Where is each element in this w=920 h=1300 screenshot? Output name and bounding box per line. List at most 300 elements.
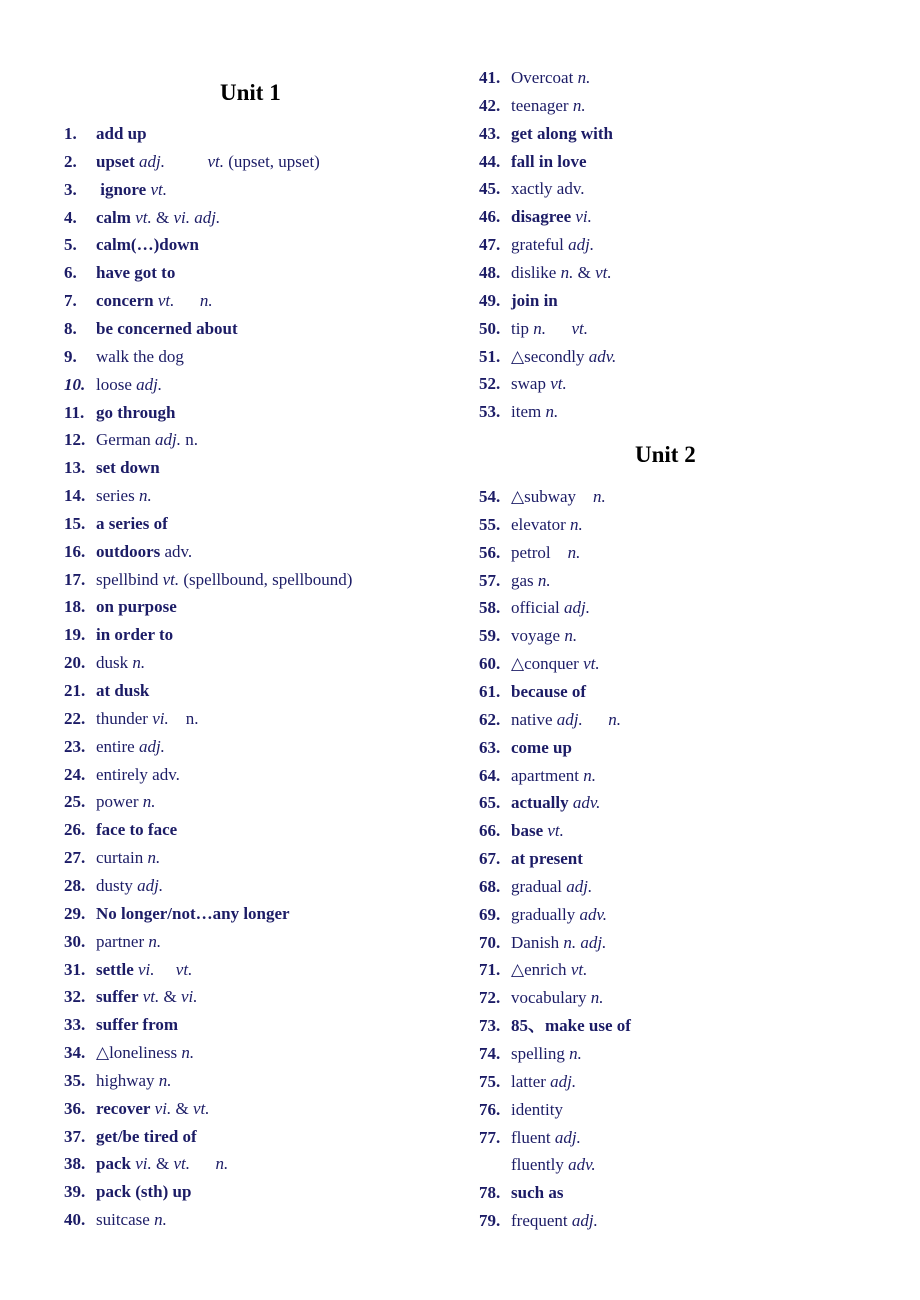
entry-number: 15. <box>64 513 86 533</box>
entry-text <box>96 1015 178 1035</box>
entry-text <box>511 1044 582 1064</box>
entry-number: 4. <box>64 207 77 227</box>
entry-number: 44. <box>479 151 501 171</box>
entry-text-part: spelling <box>511 1044 565 1063</box>
entry-text-part: petrol <box>511 542 551 562</box>
entry-text-part: elevator <box>511 514 566 534</box>
entry-text-part: adv. <box>160 541 193 561</box>
entry-text-part: vt. <box>138 987 160 1007</box>
entry-number: 62. <box>479 709 501 729</box>
entry-text-part: gas <box>511 570 534 590</box>
entry-text-part: vt. <box>545 374 567 394</box>
entry-number: 55. <box>479 514 501 534</box>
entry-number: 29. <box>64 903 86 923</box>
entry-number: 60. <box>479 654 501 674</box>
entry-text-part: settle <box>96 959 134 979</box>
entry-text <box>511 933 606 953</box>
entry-text-part: power <box>96 792 139 812</box>
entry-text-part: identity <box>511 1099 563 1119</box>
entry-text-part: vt. <box>173 1154 191 1174</box>
entry-number: 78. <box>479 1183 501 1203</box>
entry-text-part: adj. <box>545 1071 577 1091</box>
entry-text-part: actually <box>511 793 569 813</box>
entry-text <box>511 710 621 730</box>
entry-text-part: & <box>151 1154 174 1174</box>
entry-number: 43. <box>479 123 501 143</box>
entry-text-part: vocabulary <box>511 988 587 1008</box>
entry-text <box>511 543 580 563</box>
entry-number: 57. <box>479 570 501 590</box>
entry-text-part: n. <box>578 765 596 785</box>
entry-text-part: n. <box>568 95 586 115</box>
entry-text <box>511 1211 598 1231</box>
entry-text-part: & <box>159 987 181 1007</box>
entry-number: 40. <box>64 1210 86 1230</box>
entry-number: 74. <box>479 1044 501 1063</box>
entry-text-part: ignore <box>96 179 147 199</box>
entry-text <box>96 1071 172 1091</box>
entry-text-part: recover <box>96 1098 151 1118</box>
entry-number: 71. <box>479 960 501 980</box>
entry-text <box>96 876 163 896</box>
entry-number: 30. <box>64 931 86 951</box>
entry-text-part: dislike <box>511 262 557 282</box>
entry-text <box>96 737 165 757</box>
entry-text-part: vt. <box>192 1098 210 1118</box>
entry-text <box>511 821 564 841</box>
entry-number: 66. <box>479 821 501 841</box>
entry-text-part: suitcase <box>96 1210 150 1230</box>
entry-number: 18. <box>64 597 86 617</box>
entry-text-part: n. <box>138 792 156 812</box>
entry-text-part: vt. <box>130 207 152 227</box>
entry-text-part: join in <box>511 290 558 310</box>
entry-number: 41. <box>479 68 501 87</box>
entry-text-part: n. <box>550 542 581 562</box>
entry-text <box>96 1127 197 1147</box>
entry-text-part: n. adj. <box>559 932 607 952</box>
entry-text-part: thunder <box>96 708 148 728</box>
entry-number: 79. <box>479 1211 501 1231</box>
entry-text <box>96 263 175 283</box>
entry-text-part: adj. <box>559 598 591 618</box>
entry-text-part: walk the dog <box>96 346 184 366</box>
entry-text-part: official <box>511 598 560 618</box>
entry-text-part: △secondly <box>511 346 585 366</box>
entry-number: 38. <box>64 1154 86 1174</box>
entry-text-part: vt. <box>164 151 224 171</box>
entry-number: 14. <box>64 486 86 506</box>
entry-text-part: calm <box>96 207 131 227</box>
entry-text-part: base <box>511 821 544 841</box>
entry-text <box>511 1072 576 1092</box>
entry-text-part: partner <box>96 931 145 951</box>
entry-text-part: fall in love <box>511 151 587 171</box>
entry-text <box>511 793 600 813</box>
entry-text <box>511 654 600 674</box>
entry-text-part: suffer from <box>96 1015 178 1035</box>
entry-text <box>96 1099 209 1119</box>
entry-text-part: vt. <box>595 262 612 282</box>
entry-text <box>511 1183 563 1203</box>
entry-text-part: n. <box>576 487 606 506</box>
entry-number: 1. <box>64 124 77 143</box>
entry-text <box>96 960 192 980</box>
entry-text-part: & <box>573 262 596 282</box>
entry-text <box>96 152 320 172</box>
entry-number: 33. <box>64 1015 86 1035</box>
entry-number: 58. <box>479 598 501 618</box>
entry-text-part: n. <box>560 626 578 646</box>
entry-number: 6. <box>64 263 77 283</box>
entry-number: 7. <box>64 291 77 311</box>
entry-text <box>511 766 596 786</box>
entry-number: 26. <box>64 820 86 840</box>
entry-text <box>96 180 167 200</box>
entry-number: 34. <box>64 1043 86 1063</box>
entry-text-part: n. <box>154 1070 172 1090</box>
entry-text-part: fluent <box>511 1127 551 1147</box>
entry-text-part: loose <box>96 374 132 394</box>
entry-text <box>511 152 587 172</box>
entry-text-part: n. <box>528 318 546 338</box>
entry-text-part: vt. <box>153 291 175 311</box>
entry-text <box>96 570 352 590</box>
entry-number: 9. <box>64 346 77 366</box>
entry-text-part: vt. <box>545 318 588 338</box>
entry-number: 11. <box>64 402 85 422</box>
entry-text-part: apartment <box>511 765 579 785</box>
entry-number: 39. <box>64 1182 86 1202</box>
entry-text <box>511 571 551 591</box>
entry-text <box>96 820 177 840</box>
entry-text <box>511 626 577 646</box>
entry-text <box>96 709 198 729</box>
entry-text-part: outdoors <box>96 541 161 561</box>
entry-text-part: in order to <box>96 625 174 645</box>
entry-text-part: vt. <box>578 654 600 674</box>
entry-number: 37. <box>64 1126 86 1146</box>
entry-text-part: gradually <box>511 904 576 924</box>
entry-text <box>96 458 160 478</box>
entry-text-part: vi. <box>181 987 198 1007</box>
entry-text-part: a series of <box>96 513 168 533</box>
entry-number: 68. <box>479 876 501 896</box>
unit-1-heading: Unit 1 <box>220 80 281 105</box>
entry-text <box>96 291 213 311</box>
entry-number: 36. <box>64 1098 86 1118</box>
entry-text-part: native <box>511 709 553 729</box>
entry-text-part: concern <box>96 291 154 311</box>
entry-text-part: vi. adj. <box>173 207 221 227</box>
entry-number: 19. <box>64 625 86 645</box>
entry-text-part: △enrich <box>511 960 567 980</box>
entry-text-part: n. <box>533 570 551 590</box>
entry-number: 16. <box>64 541 86 561</box>
entry-text-part: vt. <box>543 821 564 841</box>
entry-text-part: have got to <box>96 263 176 283</box>
entry-text <box>96 625 173 645</box>
entry-number: 72. <box>479 988 501 1008</box>
entry-text-part: xactly adv. <box>511 179 585 199</box>
entry-number: 70. <box>479 932 501 952</box>
entry-text <box>96 653 145 673</box>
entry-text-part: (upset, upset) <box>224 151 320 171</box>
entry-text <box>96 486 152 506</box>
entry-text-part: at present <box>511 849 583 869</box>
entry-number: 61. <box>479 681 501 701</box>
entry-text-part: grateful <box>511 235 564 255</box>
entry-text-part: adv. <box>568 793 601 813</box>
entry-text-part: curtain <box>96 848 144 868</box>
entry-text-part: adv. <box>584 346 617 366</box>
entry-text-part: & <box>171 1098 193 1118</box>
entry-text-part: teenager <box>511 95 569 115</box>
entry-text-part: n. <box>564 1044 582 1063</box>
entry-number: 8. <box>64 318 77 338</box>
entry-number: 13. <box>64 458 86 478</box>
entry-number: 2. <box>64 151 77 171</box>
entry-number: 53. <box>479 402 501 422</box>
entry-text <box>511 1155 596 1175</box>
entry-text-part: tip <box>511 318 529 338</box>
entry-text-part: adj. <box>134 736 165 756</box>
entry-text <box>96 375 162 395</box>
entry-text-part: spellbind <box>96 569 159 589</box>
entry-text <box>511 877 592 897</box>
entry-text <box>511 487 606 507</box>
entry-text <box>511 402 558 422</box>
entry-text <box>511 960 587 980</box>
entry-text <box>511 68 590 88</box>
entry-number: 46. <box>479 207 501 227</box>
entry-text <box>96 1043 194 1063</box>
entry-text <box>96 1210 167 1230</box>
entry-number: 65. <box>479 793 501 813</box>
entry-number: 63. <box>479 737 501 757</box>
entry-number: 47. <box>479 235 501 255</box>
entry-text <box>96 597 177 617</box>
entry-text <box>96 235 199 255</box>
entry-text-part: entirely adv. <box>96 764 180 784</box>
entry-number: 59. <box>479 626 501 646</box>
entry-text <box>96 347 184 367</box>
entry-text-part: n. <box>573 68 591 87</box>
entry-text-part: voyage <box>511 626 561 646</box>
entry-text-part: vt. <box>146 179 167 199</box>
entry-text <box>511 738 572 758</box>
entry-number: 52. <box>479 374 501 394</box>
entry-text-part: at dusk <box>96 681 150 700</box>
entry-number: 50. <box>479 318 501 338</box>
entry-text <box>96 792 155 812</box>
entry-text-part: No longer/not…any longer <box>96 903 290 923</box>
entry-number: 67. <box>479 849 501 869</box>
entry-number: 35. <box>64 1070 86 1090</box>
entry-text-part: disagree <box>511 207 572 227</box>
entry-text <box>511 905 607 925</box>
entry-text-part: vt. <box>154 959 193 979</box>
entry-number: 75. <box>479 1071 501 1091</box>
entry-text-part: n. <box>190 1154 229 1174</box>
entry-number: 54. <box>479 487 501 506</box>
entry-text-part: adj. <box>563 235 595 255</box>
entry-text-part: n. <box>174 291 213 311</box>
entry-text <box>511 347 616 367</box>
entry-number: 23. <box>64 736 86 756</box>
entry-text-part: n. <box>541 402 559 422</box>
entry-text <box>511 374 567 394</box>
entry-text-part: come up <box>511 737 572 757</box>
entry-text <box>511 682 586 702</box>
entry-text-part: & <box>151 207 174 227</box>
entry-text <box>96 124 147 144</box>
entry-number: 21. <box>64 681 86 700</box>
entry-text <box>96 904 290 924</box>
entry-text-part: vi. <box>133 959 155 979</box>
entry-number: 22. <box>64 708 86 728</box>
entry-text-part: n. <box>181 430 198 450</box>
entry-number: 3. <box>64 179 77 199</box>
entry-text-part: n. <box>177 1043 195 1063</box>
entry-number: 45. <box>479 179 501 199</box>
entry-text <box>96 542 192 562</box>
entry-text <box>96 681 149 701</box>
entry-text-part: calm(…)down <box>96 235 199 255</box>
entry-text <box>96 848 160 868</box>
entry-text <box>96 987 198 1007</box>
entry-number: 5. <box>64 235 77 255</box>
entry-text-part: △conquer <box>511 654 579 674</box>
entry-number: 20. <box>64 653 86 673</box>
entry-text <box>96 1154 228 1174</box>
entry-text-part: n. <box>586 988 604 1008</box>
entry-text <box>511 849 583 869</box>
entry-text-part: adj. <box>552 709 583 729</box>
entry-text <box>511 988 604 1008</box>
entry-text-part: latter <box>511 1071 546 1091</box>
entry-number: 17. <box>64 569 86 589</box>
entry-text <box>511 1016 631 1036</box>
entry-text <box>511 124 613 144</box>
entry-text-part: △loneliness <box>96 1043 178 1063</box>
entry-text-part: swap <box>511 374 546 394</box>
entry-text-part: vt. <box>158 569 180 589</box>
entry-text-part: get along with <box>511 123 613 143</box>
entry-text-part: such as <box>511 1183 564 1203</box>
entry-text-part: gradual <box>511 876 562 896</box>
entry-text <box>511 1128 581 1148</box>
entry-text-part: adj. <box>134 151 165 171</box>
entry-text <box>511 515 583 535</box>
entry-text-part: because of <box>511 681 587 701</box>
entry-number: 49. <box>479 290 501 310</box>
entry-text <box>511 263 612 283</box>
entry-number: 73. <box>479 1016 501 1036</box>
entry-text-part: Overcoat <box>511 68 574 87</box>
entry-text-part: n. <box>134 486 152 506</box>
entry-text-part: on purpose <box>96 597 177 617</box>
entry-text-part: (spellbound, spellbound) <box>179 569 353 589</box>
entry-number: 27. <box>64 848 86 868</box>
entry-text-part: fluently <box>511 1155 564 1175</box>
entry-text <box>96 514 168 534</box>
entry-number: 76. <box>479 1099 501 1119</box>
entry-text-part: German <box>96 430 151 450</box>
entry-text-part: adj. <box>561 876 593 896</box>
entry-number: 51. <box>479 346 501 366</box>
entry-number: 25. <box>64 792 86 812</box>
entry-number: 42. <box>479 95 501 115</box>
entry-text-part: adj. <box>567 1211 598 1231</box>
entry-text-part: adv. <box>575 904 607 924</box>
entry-text <box>511 207 592 227</box>
entry-text <box>511 1100 563 1120</box>
entry-text-part: n. <box>556 262 574 282</box>
entry-text-part: set down <box>96 458 160 478</box>
unit-2-heading: Unit 2 <box>635 442 696 467</box>
entry-text-part: △subway <box>511 487 577 506</box>
entry-text-part: vi. <box>150 1098 172 1118</box>
entry-text-part: go through <box>96 402 176 422</box>
entry-text-part: adj. <box>550 1127 581 1147</box>
entry-text-part: n. <box>128 653 146 673</box>
entry-text-part: vi. <box>571 207 592 227</box>
entry-text-part: n. <box>149 1210 167 1230</box>
entry-text <box>96 932 161 952</box>
entry-text <box>96 430 198 450</box>
entry-text-part: adv. <box>563 1155 596 1175</box>
entry-number: 24. <box>64 764 86 784</box>
entry-text-part: dusty <box>96 875 133 895</box>
entry-number: 56. <box>479 542 501 562</box>
entry-text <box>96 765 180 785</box>
entry-text-part: dusk <box>96 653 129 673</box>
entry-text <box>511 179 584 199</box>
entry-text <box>96 403 176 423</box>
entry-text-part: adj. <box>131 374 163 394</box>
entry-text-part: add up <box>96 124 147 143</box>
entry-text <box>511 598 590 618</box>
entry-number: 12. <box>64 430 86 450</box>
entry-text-part: upset <box>96 151 135 171</box>
entry-text-part: pack (sth) up <box>96 1182 192 1202</box>
entry-number: 48. <box>479 262 501 282</box>
entry-text-part: vt. <box>566 960 588 980</box>
entry-text <box>511 319 588 339</box>
entry-text-part: suffer <box>96 987 139 1007</box>
entry-text-part: frequent <box>511 1211 568 1231</box>
entry-text-part: adj. <box>132 875 164 895</box>
entry-text <box>511 96 586 116</box>
entry-text-part: vi. <box>130 1154 152 1174</box>
entry-text-part: n. <box>143 848 161 868</box>
entry-text-part: pack <box>96 1154 131 1174</box>
entry-number: 28. <box>64 875 86 895</box>
entry-number: 31. <box>64 959 86 979</box>
entry-text-part: highway <box>96 1070 155 1090</box>
entry-text-part: vi. <box>147 708 169 728</box>
entry-text-part: adj. <box>150 430 181 450</box>
entry-text <box>96 208 220 228</box>
entry-text-part: n. <box>582 709 622 729</box>
entry-text-part: face to face <box>96 820 178 840</box>
entry-number: 10. <box>64 374 86 394</box>
entry-number: 77. <box>479 1127 501 1147</box>
entry-text-part: be concerned about <box>96 318 238 338</box>
entry-text-part: n. <box>144 931 162 951</box>
entry-text-part: get/be tired of <box>96 1126 197 1146</box>
